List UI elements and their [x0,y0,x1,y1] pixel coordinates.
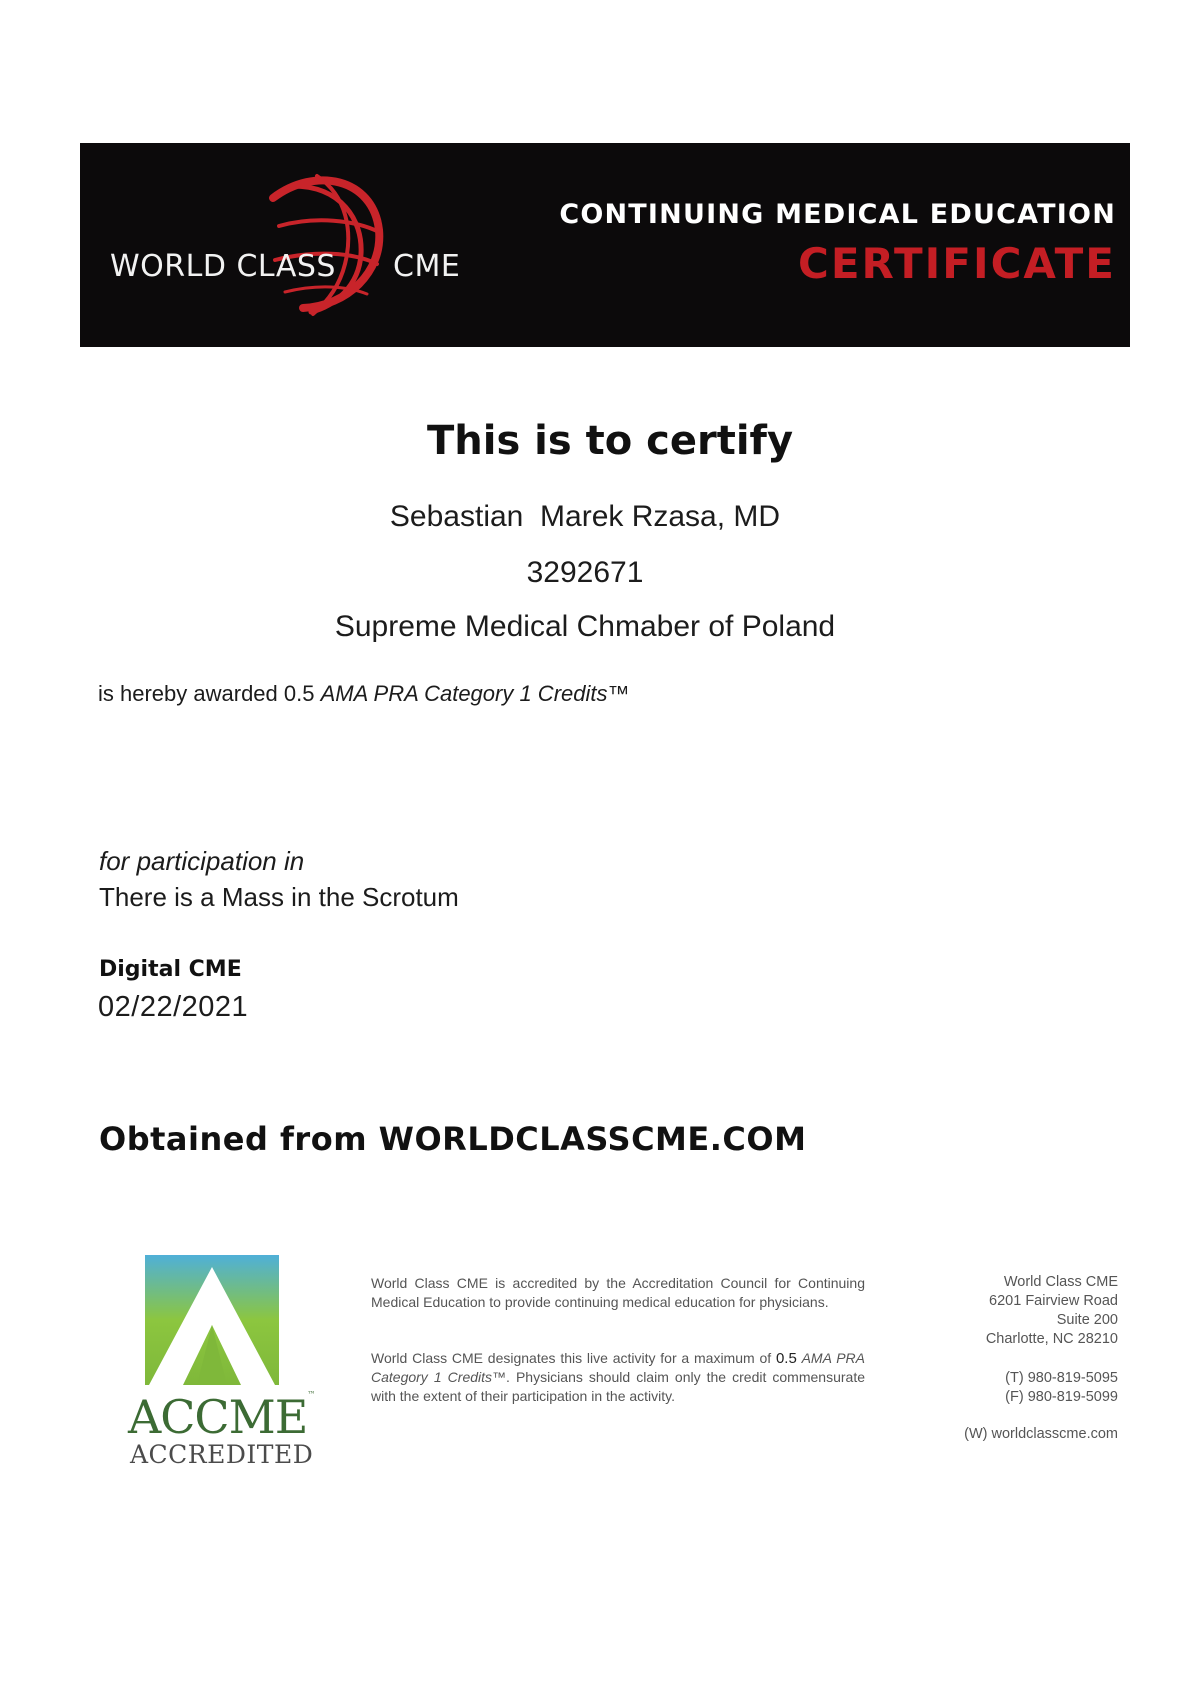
contact-phone: (T) 980-819-5095 [1005,1370,1118,1386]
license-number: 3292671 [526,556,644,589]
credit-designation-statement: World Class CME designates this live activity for a maximum of 0.5 AMA PRA Category 1 Credits™. Physicians should claim only the credit commensurate with the extent of their participation in the activity. [371,1350,865,1404]
contact-address [986,1273,1118,1349]
logo-text-world-class: WORLD CLASS [110,249,336,284]
trademark-mark: ™ [307,1390,315,1399]
accme-mountain-icon [145,1255,279,1385]
certify-heading: This is to certify [426,418,794,464]
accme-accredited-text: ACCREDITED [130,1440,314,1469]
globe-logo-icon [255,168,385,318]
obtained-from: Obtained from WORLDCLASSCME.COM [99,1120,807,1158]
contact-street: 6201 Fairview Road [989,1293,1118,1309]
contact-phones [1005,1369,1118,1407]
activity-date: 02/22/2021 [98,991,249,1023]
award-statement [98,681,630,707]
activity-type: Digital CME [99,957,242,982]
contact-fax: (F) 980-819-5099 [1005,1389,1118,1405]
organization-name: Supreme Medical Chmaber of Poland [334,610,836,643]
contact-website[interactable]: (W) worldclasscme.com [964,1426,1118,1442]
accme-logo-text: ACCME™ [128,1390,315,1444]
activity-title: There is a Mass in the Scrotum [99,882,459,912]
award-credits: AMA PRA Category 1 Credits™ [320,681,630,706]
participation-label: for participation in [99,846,305,876]
recipient-name: Sebastian Marek Rzasa, MD [389,500,781,533]
accreditation-statement: World Class CME is accredited by the Accreditation Council for Continuing Medical Education to provide continuing medical education for physicians. [371,1275,865,1310]
designated-credits: 0.5 [775,1350,797,1367]
header-title: CONTINUING MEDICAL EDUCATION [559,199,1116,230]
header-banner [80,143,1130,347]
award-prefix: is hereby awarded 0.5 [98,681,321,706]
contact-suite: Suite 200 [1056,1312,1118,1328]
contact-city: Charlotte, NC 28210 [985,1331,1118,1347]
contact-name: World Class CME [1003,1274,1118,1290]
header-certificate-label: CERTIFICATE [798,239,1116,288]
logo-text-cme: CME [393,249,461,284]
